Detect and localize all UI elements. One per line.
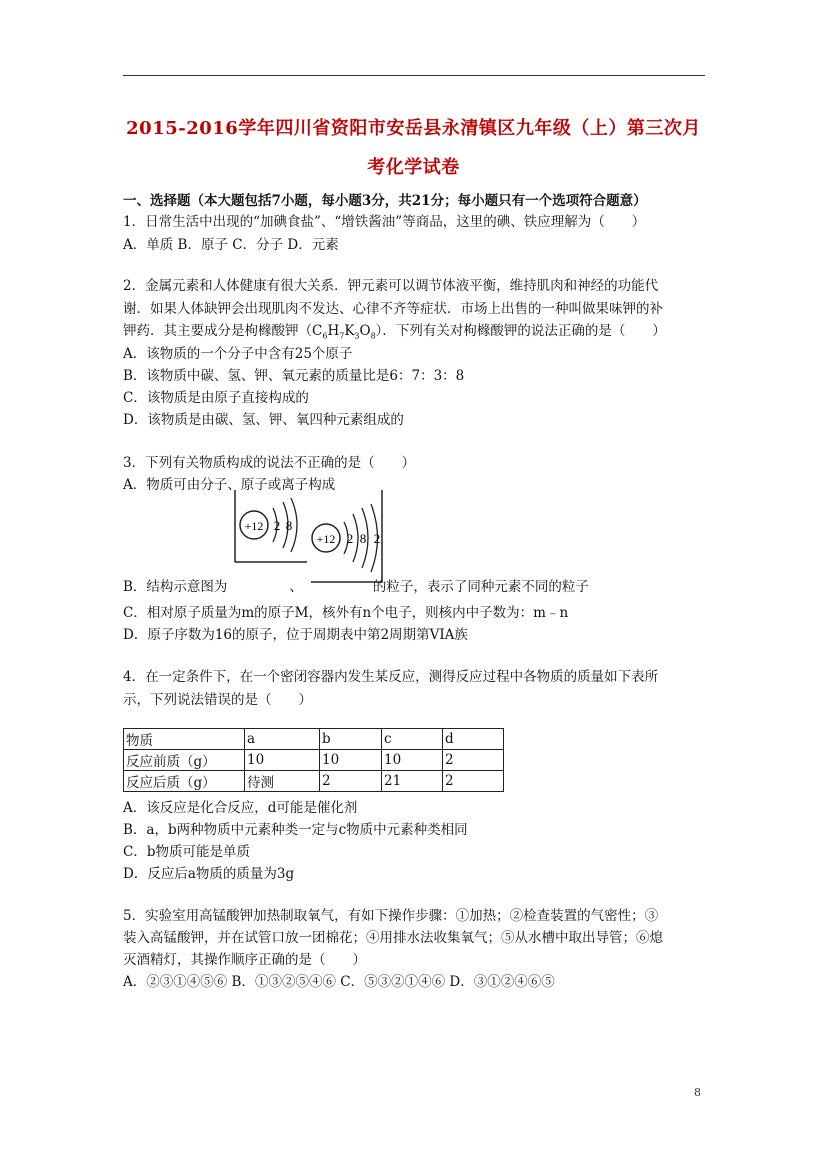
shell-2-3: 2 <box>373 531 381 546</box>
q3-option-c: C．相对原子质量为m的原子M，核外有n个电子，则核内中子数为：m﹣n <box>123 605 569 621</box>
table-cell: 反应前质（g） <box>124 750 245 771</box>
table-cell: 2 <box>443 771 504 792</box>
q2-option-c: C．该物质是由原子直接构成的 <box>123 390 309 406</box>
page-number: 8 <box>694 1086 701 1099</box>
q2-stem-3-post: ）．下列有关对枸橼酸钾的说法正确的是（ ） <box>375 323 666 339</box>
atom-diagram-1 <box>235 490 307 562</box>
q3-stem: 3．下列有关物质构成的说法不正确的是（ ） <box>123 455 416 471</box>
q2-option-d: D．该物质是由碳、氢、钾、氧四种元素组成的 <box>123 412 404 428</box>
shell-1-1: 2 <box>273 518 281 533</box>
table-cell: 物质 <box>124 729 245 750</box>
q4-stem-2: 示，下列说法错误的是（ ） <box>123 692 312 708</box>
q1-options: A．单质 B．原子 C．分子 D．元素 <box>123 237 339 253</box>
q3-option-b <box>123 575 589 595</box>
q4-option-c: C．b物质可能是单质 <box>123 844 250 860</box>
formula: $C_6H_7K_3O_8$ <box>312 323 376 341</box>
q2-stem-2: 谢．如果人体缺钾会出现肌肉不发达、心律不齐等症状．市场上出售的一种叫做果味钾的补 <box>123 301 663 317</box>
nucleus-label-2: +12 <box>316 532 336 546</box>
table-cell: a <box>245 729 320 750</box>
q4-option-a: A．该反应是化合反应，d可能是催化剂 <box>123 800 358 816</box>
shell-2-1: 2 <box>346 531 354 546</box>
shell-1-2: 8 <box>285 518 293 533</box>
table-cell: d <box>443 729 504 750</box>
q3-option-b-sep: 、 <box>289 579 303 595</box>
q2-option-b: B．该物质中碳、氢、钾、氧元素的质量比是6：7：3：8 <box>123 368 465 384</box>
table-cell: b <box>320 729 382 750</box>
table-cell: 待测 <box>245 771 320 792</box>
header-rule <box>123 75 705 76</box>
table-cell: 2 <box>443 750 504 771</box>
q5-stem-2: 装入高锰酸钾，并在试管口放一团棉花；④用排水法收集氧气；⑤从水槽中取出导管；⑥熄 <box>123 930 663 946</box>
reaction-mass-table <box>123 728 504 792</box>
q2-stem-3 <box>123 319 666 341</box>
title-line-1: 2015-2016学年四川省资阳市安岳县永清镇区九年级（上）第三次月 <box>126 118 701 139</box>
q4-stem-1: 4．在一定条件下，在一个密闭容器内发生某反应，测得反应过程中各物质的质量如下表所 <box>123 669 659 685</box>
atom-structure-diagrams <box>233 488 393 586</box>
q4-option-b: B．a，b两种物质中元素种类一定与c物质中元素种类相同 <box>123 822 468 838</box>
atom-diagram-2 <box>311 490 382 582</box>
q2-stem-1: 2．金属元素和人体健康有很大关系．钾元素可以调节体液平衡，维持肌肉和神经的功能代 <box>123 278 659 294</box>
table-row <box>124 771 504 792</box>
shell-2-2: 8 <box>359 531 367 546</box>
table-cell: 10 <box>245 750 320 771</box>
q3-option-b-pre: B．结构示意图为 <box>123 579 228 595</box>
q1-stem: 1．日常生活中出现的“加碘食盐”、“增铁酱油”等商品，这里的碘、铁应理解为（ ） <box>123 214 646 230</box>
q4-option-d: D．反应后a物质的质量为3g <box>123 866 295 882</box>
q5-options: A．②③①④⑤⑥ B．①③②⑤④⑥ C．⑤③②①④⑥ D．③①②④⑥⑤ <box>123 974 555 990</box>
table-row <box>124 750 504 771</box>
q3-option-b-post: 的粒子，表示了同种元素不同的粒子 <box>372 579 589 595</box>
q3-option-a: A．物质可由分子、原子或离子构成 <box>123 477 336 493</box>
table-row <box>124 729 504 750</box>
q2-option-a: A．该物质的一个分子中含有25个原子 <box>123 346 353 362</box>
q5-stem-3: 灭酒精灯，其操作顺序正确的是（ ） <box>123 952 366 968</box>
table-cell: 2 <box>320 771 382 792</box>
section-heading: 一、选择题（本大题包括7小题，每小题3分，共21分；每小题只有一个选项符合题意） <box>123 193 647 209</box>
title-line-2: 考化学试卷 <box>367 157 460 178</box>
table-cell: 10 <box>382 750 443 771</box>
table-cell: 21 <box>382 771 443 792</box>
q3-option-d: D．原子序数为16的原子，位于周期表中第2周期第VIA族 <box>123 627 468 643</box>
table-cell: c <box>382 729 443 750</box>
q2-stem-3-pre: 钾药．其主要成分是枸橼酸钾（ <box>123 323 312 339</box>
nucleus-label-1: +12 <box>244 519 264 533</box>
table-cell: 10 <box>320 750 382 771</box>
table-cell: 反应后质（g） <box>124 771 245 792</box>
q5-stem-1: 5．实验室用高锰酸钾加热制取氧气，有如下操作步骤：①加热；②检查装置的气密性；③ <box>123 908 659 924</box>
